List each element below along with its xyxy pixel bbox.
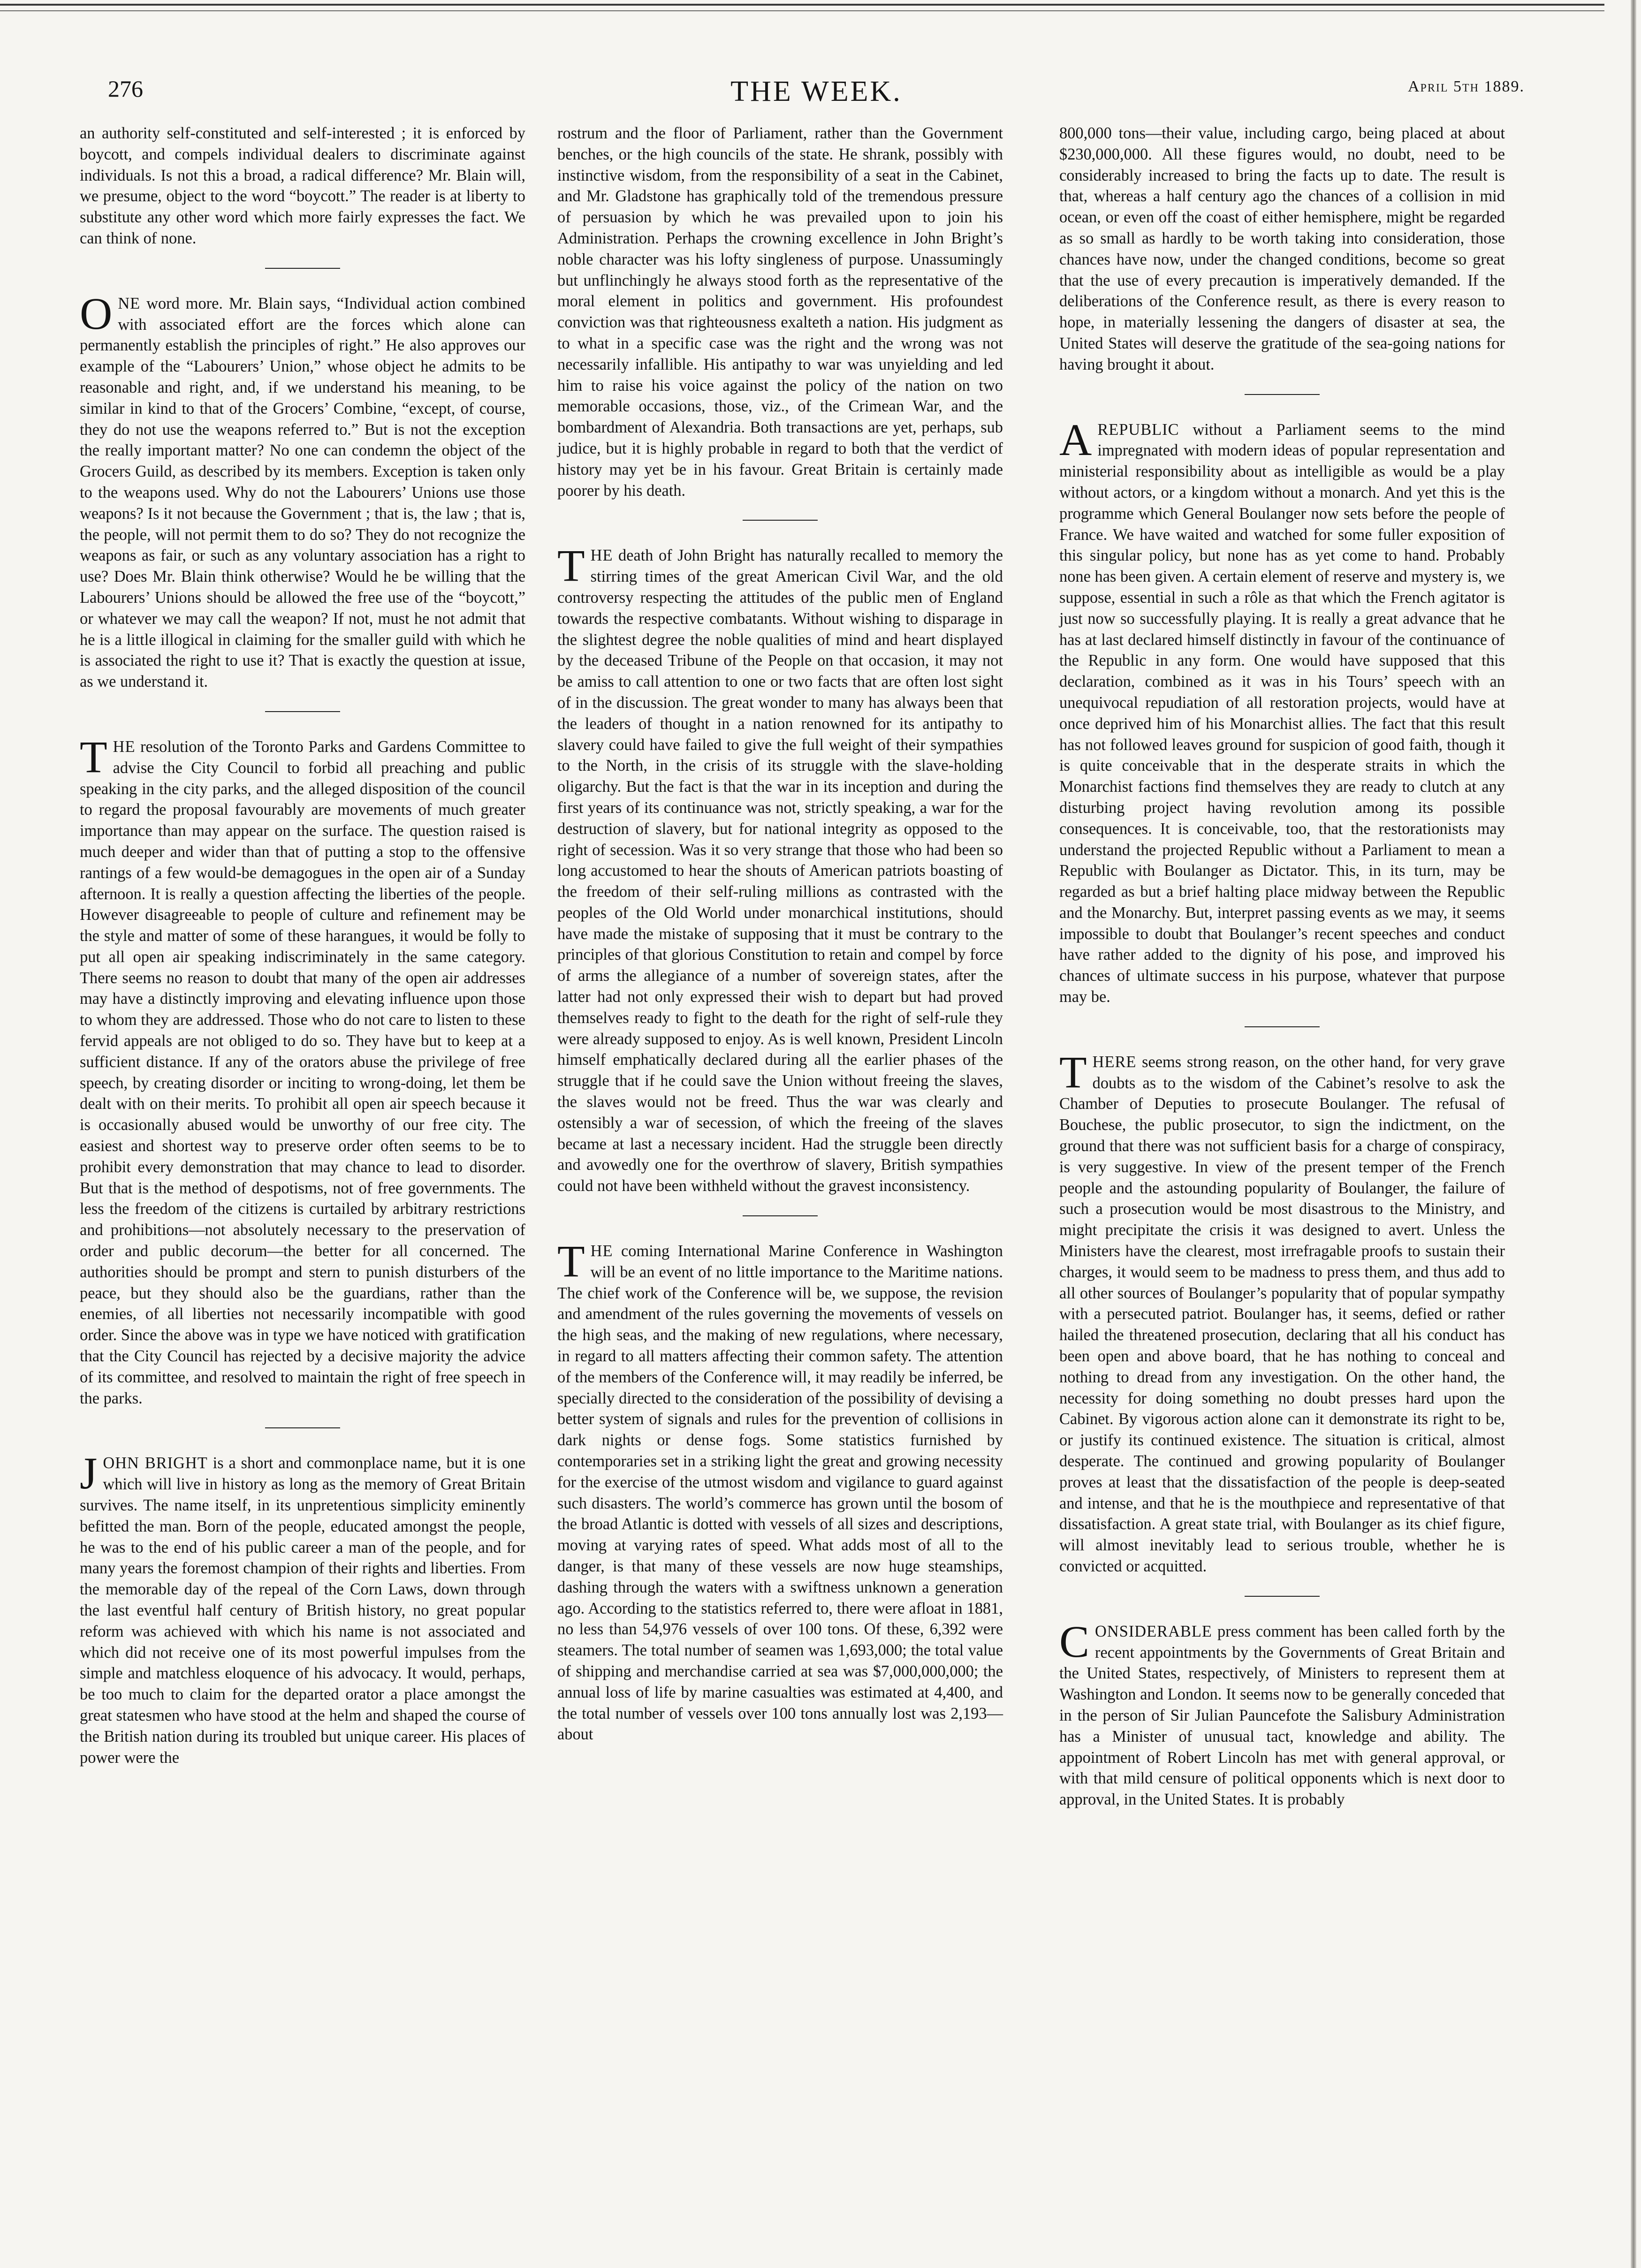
column-middle [557, 123, 1003, 1745]
lead-caps: ONSIDERABLE [1095, 1622, 1212, 1640]
section-rule [265, 268, 340, 269]
section-rule [1245, 394, 1320, 395]
lead-caps: REPUBLIC [1097, 420, 1179, 439]
section-rule [1245, 1596, 1320, 1597]
lead-caps: OHN BRIGHT [103, 1454, 208, 1472]
paragraph-text: seems strong reason, on the other hand, for very grave doubts as to the wisdom of the Cabinet’s resolve to ask the Chamber of Deputies to prosecute Boulanger. The refusal of Bouchese, the public prosecutor, to sign the indictment, on the ground that there was not sufficient basis for a charge of conspiracy, is very suggestive. In view of the present temper of the French people and the astounding popularity of Boulanger, the failure of such a prosecution would be most disastrous to the Ministry, and might precipitate the crisis it was designed to avert. Unless the Ministers have the clearest, most irrefragable proofs to sustain their charges, it would seem to be madness to press them, and thus add to all other sources of Boulanger’s popularity that of popular sympathy with a persecuted patriot. Boulanger has, it seems, defied or rather hailed the threatened prosecution, declaring that all his conduct has been open and above board, that he has nothing to conceal and nothing to dread from any investigation. On the other hand, the necessity for doing something no doubt presses hard upon the Cabinet. By vigorous action alone can it demonstrate its right to be, or justify its continued existence. The situation is critical, almost desperate. The continued and growing popularity of Boulanger proves at least that the dissatisfaction of the people is deep-seated and intense, and that he is the mouthpiece and representative of that dissatisfaction. A great state trial, with Boulanger as its chief figure, will almost inevitably lead to serious trouble, whether he is convicted or acquitted. [1059, 1053, 1505, 1575]
paragraph-continuation: 800,000 tons—their value, including cargo, being placed at about $230,000,000. All these figures would, no doubt, need to be considerably increased to bring the facts up to date. The result is that, whereas a half century ago the chances of a collision in mid ocean, or even off the coast of either hemisphere, might be regarded as so small as hardly to be worth taking into consideration, those chances have now, under the changed conditions, become so great that the use of every precaution is imperatively demanded. If the deliberations of the Conference result, as there is every reason to hope, in materially lessening the dangers of disaster at sea, the United States will deserve the gratitude of the sea-going nations for having brought it about. [1059, 124, 1505, 373]
top-border-line-thin [0, 10, 1604, 11]
drop-cap: A [1059, 414, 1092, 465]
journal-title: THE WEEK. [730, 76, 902, 107]
drop-cap: O [80, 288, 113, 339]
paragraph-marine-conference [557, 1236, 1003, 1745]
paragraph-text: resolution of the Toronto Parks and Gardens Committee to advise the City Council to forbid all preaching and public speaking in the city parks, and the alleged disposition of the council to regard the proposal favourably are movements of much greater importance than may appear on the surface. The question raised is much deeper and wider than that of putting a stop to the offensive rantings of a few would-be demagogues in the open air of a Sunday afternoon. It is really a question affecting the liberties of the people. However disagreeable to people of culture and refinement may be the style and matter of some of these harangues, it would be folly to put all open air speaking indiscriminately in the same category. There seems no reason to doubt that many of the open air addresses may have a distinctly improving and elevating influence upon those to whom they are addressed. Those who do not care to listen to these fervid appeals are not obliged to do so. They have but to keep at a sufficient distance. If any of the orators abuse the privilege of free speech, by creating disorder or inciting to wrong-doing, let them be dealt with on their merits. To prohibit all open air speech because it is occasionally abused would be unworthy of our free city. The easiest and shortest way to preserve order often seems to be to prohibit every demonstration that may chance to lead to disorder. But that is the method of despotisms, not of free governments. The less the freedom of the citizens is curtailed by arbitrary restrictions and prohibitions—not absolutely necessary to the preservation of order and public decorum—the better for all concerned. The authorities should be prompt and stern to punish disturbers of the peace, but they should also be the guardians, rather than the enemies, of all liberties not necessarily incompatible with good order. Since the above was in type we have noticed with gratification that the City Council has rejected by a decisive majority the advice of its committee, and resolved to maintain the right of free speech in the parks. [80, 737, 525, 1407]
column-left [80, 123, 525, 1768]
section-rule [265, 1427, 340, 1428]
paragraph-text: is a short and commonplace name, but it is one which will live in history as long as the memory of Great Britain survives. The name itself, in its unpretentious simplicity eminently befitted the man. Born of the people, educated amongst the people, he was to the end of his public career a man of the people, and for many years the foremost champion of their rights and liberties. From the memorable day of the repeal of the Corn Laws, down through the last eventful half century of British history, no great popular reform was achieved with which his name is not associated and which did not receive one of its most powerful impulses from the simple and matchless eloquence of his advocacy. It would, perhaps, be too much to claim for the departed orator a place amongst the great statesmen who have stood at the helm and shaped the course of the British nation during its troubled but unique career. His places of power were the [80, 1454, 525, 1767]
page-edge [1631, 0, 1636, 2268]
paragraph-prosecution [1059, 1047, 1505, 1577]
paragraph-text: coming International Marine Conference in Washington will be an event of no little importance to the Maritime nations. The chief work of the Conference will be, we suppose, the revision and amendment of the rules governing the movements of vessels on the high seas, and the making of new regulations, where necessary, in regard to all matters affecting their common safety. The attention of the members of the Conference will, it may readily be inferred, be specially directed to the consideration of the possibility of devising a better system of signals and rules for the prevention of collisions in dark nights or dense fogs. Some statistics furnished by contemporaries set in a striking light the great and growing necessity for the exercise of the utmost wisdom and vigilance to guard against such disasters. The world’s commerce has grown until the bosom of the broad Atlantic is dotted with vessels of all sizes and descriptions, moving at varying rates of speed. What adds most of all to the danger, is that many of these vessels are now huge steamships, dashing through the waters with a swiftness unknown a generation ago. According to the statistics referred to, there were afloat in 1881, no less than 54,976 vessels of over 100 tons. Of these, 6,392 were steamers. The total number of seamen was 1,693,000; the total value of shipping and merchandise carried at sea was $7,000,000,000; the annual loss of life by marine casualties was estimated at 4,400, and the total number of vessels over 100 tons annually lost was 2,193—about [557, 1242, 1003, 1744]
section-rule [743, 520, 818, 521]
issue-date: April 5th 1889. [1407, 78, 1525, 95]
section-rule [743, 1215, 818, 1216]
top-border-line [0, 4, 1604, 6]
drop-cap: T [557, 540, 585, 591]
drop-cap: T [557, 1236, 585, 1287]
drop-cap: T [1059, 1047, 1087, 1097]
drop-cap: C [1059, 1616, 1090, 1667]
drop-cap: T [80, 731, 107, 782]
section-rule [1245, 1026, 1320, 1027]
drop-cap: J [80, 1448, 98, 1499]
lead-caps: NE [118, 294, 141, 312]
paragraph-text: press comment has been called forth by the recent appointments by the Governments of Great Britain and the United States, respectively, of Ministers to represent them at Washington and London. It seems now to be generally conceded that in the person of Sir Julian Pauncefote the Salisbury Administration has a Minister of unusual tact, knowledge and ability. The appointment of Robert Lincoln has met with general approval, or with that mild censure of political opponents which is next door to approval, in the United States. It is probably [1059, 1622, 1505, 1809]
paragraph-text: death of John Bright has naturally recalled to memory the stirring times of the great American Civil War, and the old controversy respecting the attitudes of the public men of England towards the respective combatants. Without wishing to disparage in the slightest degree the noble qualities of mind and heart displayed by the deceased Tribune of the People on that occasion, it may not be amiss to call attention to one or two facts that are often lost sight of in the discussion. The great wonder to many has always been that the leaders of thought in a nation renowned for its antipathy to slavery could have failed to give the full weight of their sympathies to the North, in the crisis of its struggle with the slave-holding oligarchy. But the fact is that the war in its inception and during the first years of its continuance was not, strictly speaking, a war for the destruction of slavery, but for national integrity as opposed to the right of secession. Was it so very strange that those who had been so long accustomed to hear the shouts of American patriots boasting of the freedom of their self-ruling millions as contrasted with the peoples of the Old World under monarchical institutions, should have made the mistake of supposing that it must be contrary to the principles of that glorious Constitution to retain and compel by force of arms the allegiance of a number of sovereign states, after the latter had not only expressed their wish to depart but had proved themselves ready to fight to the death for the right of self-rule they were already supposed to enjoy. As is well known, President Lincoln himself emphatically declared during all the earlier phases of the struggle that if he could save the Union without freeing the slaves, the slaves would not be freed. Thus the war was clearly and ostensibly a war of secession, of which the freeing of the slaves became at last a necessary incident. Had the struggle been directly and avowedly one for the overthrow of slavery, British sympathies could not have been withheld without the gravest inconsistency. [557, 546, 1003, 1195]
paragraph-continuation: an authority self-constituted and self-interested ; it is enforced by boycott, and compels individual dealers to discriminate against individuals. Is not this a broad, a radical difference? Mr. Blain will, we presume, object to the word “boycott.” The reader is at liberty to substitute any other word which more fairly expresses the fact. We can think of none. [80, 124, 525, 247]
paragraph-john-bright [80, 1448, 525, 1768]
lead-caps: HERE [1092, 1053, 1137, 1071]
paragraph-text: without a Parliament seems to the mind impregnated with modern ideas of popular representation and ministerial responsibility about as intelligible as would be a play without actors, or a kingdom without a monarch. And yet this is the programme which General Boulanger now sets before the people of France. We have waited and watched for some fuller exposition of this singular policy, but none has as yet come to hand. Probably none has been given. A certain element of reserve and mystery is, we suppose, essential in such a rôle as that which the French agitator is just now so successfully playing. It is really a great advance that he has at last declared himself distinctly in favour of the continuance of the Republic in any form. One would have supposed that this declaration, combined as it was in his Tours’ speech with an unequivocal repudiation of all restoration projects, would have at once deprived him of his Monarchist allies. The fact that this result has not followed leaves ground for suspicion of good faith, though it is quite conceivable that in the desperate straits in which the Monarchist factions find themselves they are ready to clutch at any disturbing project having revolution among its possible consequences. It is conceivable, too, that the restorationists may understand the projected Republic without a Parliament to mean a Republic with Boulanger as Dictator. This, in its turn, may be regarded as but a brief halting place midway between the Republic and the Monarchy. But, interpret passing events as we may, it seems impossible to doubt that Boulanger’s recent speeches and conduct have rather added to the dignity of his pose, and improved his chances of ultimate success in his purpose, whatever that purpose may be. [1059, 420, 1505, 1006]
lead-caps: HE [113, 737, 136, 756]
section-rule [265, 711, 340, 712]
paragraph-parks [80, 731, 525, 1409]
paragraph-civil-war [557, 540, 1003, 1197]
paragraph-continuation: rostrum and the floor of Parliament, rather than the Government benches, or the high councils of the state. He shrank, possibly with instinctive wisdom, from the responsibility of a seat in the Cabinet, and Mr. Gladstone has graphically told of the tremendous pressure of persuasion by which he was prevailed upon to join his Administration. Perhaps the crowning excellence in John Bright’s noble character was his lofty singleness of purpose. Unassumingly but unflinchingly he always stood forth as the representative of the moral element in politics and government. His profoundest conviction was that righteousness exalteth a nation. His judgment as to what in a specific case was the right and the wrong was not necessarily infallible. His antipathy to war was unyielding and led him to raise his voice against the policy of the nation on two memorable occasions, those, viz., of the Crimean War, and the bombardment of Alexandria. Both transactions are yet, perhaps, sub judice, but it is highly probable in regard to both that the verdict of history may yet be in his favour. Great Britain is certainly made poorer by his death. [557, 124, 1003, 500]
paragraph-ministers [1059, 1616, 1505, 1810]
column-right [1059, 123, 1505, 1810]
paragraph-blain [80, 288, 525, 692]
paragraph-text: word more. Mr. Blain says, “Individual action combined with associated effort are the forces which alone can permanently establish the principles of right.” He also approves our example of the “Labourers’ Union,” whose object he admits to be reasonable and right, and, if we understand his meaning, to be similar in kind to that of the Grocers’ Combine, “except, of course, they do not use the weapons referred to.” But is not the exception the really important matter? No one can condemn the object of the Grocers Guild, as described by its members. Exception is taken only to the weapons used. Why do not the Labourers’ Unions use those weapons? Is it not because the Government ; that is, the law ; that is, the people, will not permit them to do so? They do not recognize the weapons as fair, or such as any voluntary association has a right to use? Does Mr. Blain think otherwise? Would he be willing that the Labourers’ Unions should be allowed the free use of the “boycott,” or whatever we may call the weapon? If not, must he not admit that he is a little illogical in claiming for the smaller guild with which he is associated the right to use it? That is exactly the question at issue, as we understand it. [80, 294, 525, 691]
paragraph-republic [1059, 414, 1505, 1008]
page-header [108, 75, 1525, 117]
lead-caps: HE [590, 1242, 613, 1260]
page-number: 276 [108, 76, 143, 102]
lead-caps: HE [590, 546, 613, 565]
